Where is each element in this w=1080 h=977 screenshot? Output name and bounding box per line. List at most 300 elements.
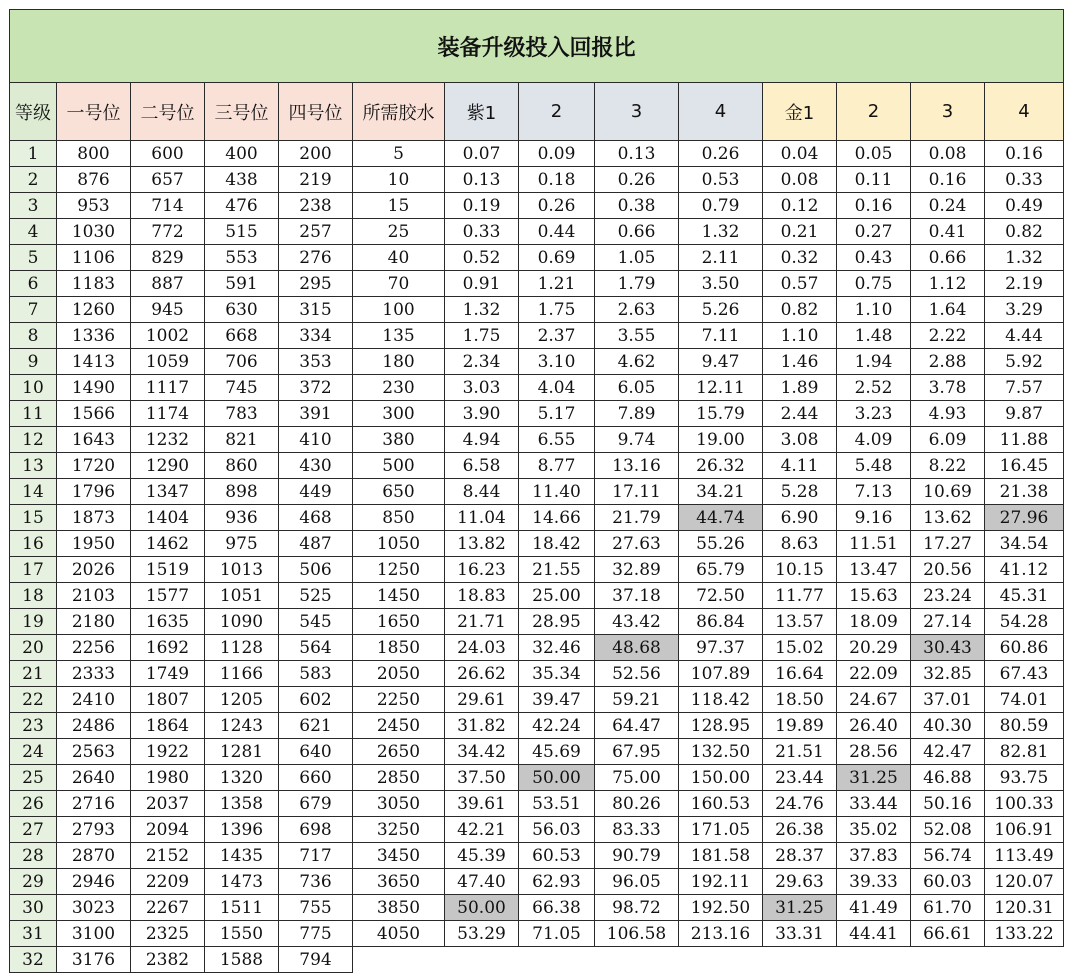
cell-gold-1[interactable]: 8.63 [763, 531, 837, 557]
cell-position-2[interactable]: 1692 [131, 635, 205, 661]
cell-gold-2[interactable]: 22.09 [837, 661, 911, 687]
cell-purple-1[interactable]: 1.75 [445, 323, 519, 349]
cell-purple-2[interactable]: 0.69 [519, 245, 595, 271]
cell-position-3[interactable]: 975 [205, 531, 279, 557]
cell-glue-required[interactable]: 1450 [353, 583, 445, 609]
cell-gold-4[interactable]: 74.01 [985, 687, 1064, 713]
cell-purple-3[interactable]: 75.00 [595, 765, 679, 791]
cell-level[interactable]: 25 [10, 765, 57, 791]
cell-purple-1[interactable]: 50.00 [445, 895, 519, 921]
cell-glue-required[interactable]: 2850 [353, 765, 445, 791]
cell-gold-3[interactable]: 20.56 [911, 557, 985, 583]
cell-gold-3[interactable]: 50.16 [911, 791, 985, 817]
cell-purple-3[interactable]: 9.74 [595, 427, 679, 453]
cell-position-4[interactable]: 736 [279, 869, 353, 895]
cell-level[interactable]: 32 [10, 947, 57, 973]
cell-gold-2[interactable]: 13.47 [837, 557, 911, 583]
cell-gold-2[interactable]: 1.48 [837, 323, 911, 349]
cell-purple-1[interactable]: 21.71 [445, 609, 519, 635]
header-gold-2[interactable]: 2 [837, 83, 911, 141]
cell-glue-required[interactable]: 1850 [353, 635, 445, 661]
cell-gold-1[interactable]: 6.90 [763, 505, 837, 531]
cell-position-1[interactable]: 1336 [57, 323, 131, 349]
cell-position-2[interactable]: 600 [131, 141, 205, 167]
cell-purple-4[interactable]: 7.11 [679, 323, 763, 349]
cell-level[interactable]: 12 [10, 427, 57, 453]
cell-glue-required[interactable]: 2650 [353, 739, 445, 765]
cell-position-4[interactable]: 794 [279, 947, 353, 973]
cell-gold-3[interactable]: 1.12 [911, 271, 985, 297]
cell-gold-4[interactable]: 5.92 [985, 349, 1064, 375]
cell-purple-3[interactable]: 17.11 [595, 479, 679, 505]
cell-level[interactable]: 1 [10, 141, 57, 167]
cell-purple-3[interactable]: 52.56 [595, 661, 679, 687]
cell-position-2[interactable]: 1462 [131, 531, 205, 557]
cell-gold-1[interactable]: 11.77 [763, 583, 837, 609]
cell-purple-4[interactable]: 0.53 [679, 167, 763, 193]
cell-gold-2[interactable]: 0.75 [837, 271, 911, 297]
cell-gold-2[interactable]: 7.13 [837, 479, 911, 505]
cell-glue-required[interactable]: 230 [353, 375, 445, 401]
cell-position-3[interactable]: 745 [205, 375, 279, 401]
cell-purple-1[interactable]: 34.42 [445, 739, 519, 765]
cell-position-3[interactable]: 1090 [205, 609, 279, 635]
cell-purple-2[interactable] [519, 947, 595, 973]
cell-position-4[interactable]: 525 [279, 583, 353, 609]
cell-position-2[interactable]: 1347 [131, 479, 205, 505]
cell-position-4[interactable]: 545 [279, 609, 353, 635]
cell-level[interactable]: 8 [10, 323, 57, 349]
cell-gold-4[interactable]: 80.59 [985, 713, 1064, 739]
cell-purple-3[interactable]: 27.63 [595, 531, 679, 557]
cell-level[interactable]: 18 [10, 583, 57, 609]
cell-purple-1[interactable]: 0.19 [445, 193, 519, 219]
cell-position-4[interactable]: 391 [279, 401, 353, 427]
cell-position-4[interactable]: 238 [279, 193, 353, 219]
cell-glue-required[interactable] [353, 947, 445, 973]
cell-level[interactable]: 16 [10, 531, 57, 557]
cell-gold-2[interactable]: 31.25 [837, 765, 911, 791]
cell-position-1[interactable]: 2640 [57, 765, 131, 791]
cell-position-1[interactable]: 2946 [57, 869, 131, 895]
cell-position-3[interactable]: 1128 [205, 635, 279, 661]
cell-purple-4[interactable]: 97.37 [679, 635, 763, 661]
cell-level[interactable]: 23 [10, 713, 57, 739]
cell-purple-4[interactable]: 5.26 [679, 297, 763, 323]
cell-purple-3[interactable]: 43.42 [595, 609, 679, 635]
cell-gold-2[interactable] [837, 947, 911, 973]
cell-level[interactable]: 2 [10, 167, 57, 193]
cell-purple-2[interactable]: 71.05 [519, 921, 595, 947]
cell-position-2[interactable]: 2094 [131, 817, 205, 843]
cell-gold-2[interactable]: 5.48 [837, 453, 911, 479]
cell-purple-2[interactable]: 6.55 [519, 427, 595, 453]
cell-level[interactable]: 4 [10, 219, 57, 245]
cell-gold-3[interactable]: 61.70 [911, 895, 985, 921]
cell-purple-1[interactable]: 24.03 [445, 635, 519, 661]
cell-gold-4[interactable]: 93.75 [985, 765, 1064, 791]
cell-gold-3[interactable]: 13.62 [911, 505, 985, 531]
cell-position-4[interactable]: 219 [279, 167, 353, 193]
cell-purple-4[interactable]: 192.11 [679, 869, 763, 895]
cell-purple-3[interactable]: 0.66 [595, 219, 679, 245]
cell-level[interactable]: 11 [10, 401, 57, 427]
cell-purple-3[interactable]: 90.79 [595, 843, 679, 869]
cell-purple-4[interactable]: 0.26 [679, 141, 763, 167]
cell-glue-required[interactable]: 3450 [353, 843, 445, 869]
cell-glue-required[interactable]: 5 [353, 141, 445, 167]
cell-position-4[interactable]: 506 [279, 557, 353, 583]
header-glue-required[interactable]: 所需胶水 [353, 83, 445, 141]
table-title[interactable]: 装备升级投入回报比 [10, 10, 1064, 83]
cell-position-2[interactable]: 1174 [131, 401, 205, 427]
cell-gold-4[interactable]: 41.12 [985, 557, 1064, 583]
cell-purple-2[interactable]: 60.53 [519, 843, 595, 869]
cell-purple-1[interactable]: 3.03 [445, 375, 519, 401]
cell-gold-3[interactable]: 8.22 [911, 453, 985, 479]
cell-gold-4[interactable]: 67.43 [985, 661, 1064, 687]
cell-level[interactable]: 7 [10, 297, 57, 323]
cell-gold-1[interactable]: 26.38 [763, 817, 837, 843]
cell-purple-3[interactable]: 0.38 [595, 193, 679, 219]
cell-gold-2[interactable]: 0.43 [837, 245, 911, 271]
cell-position-2[interactable]: 1232 [131, 427, 205, 453]
cell-position-1[interactable]: 1796 [57, 479, 131, 505]
cell-purple-4[interactable]: 15.79 [679, 401, 763, 427]
cell-position-1[interactable]: 1030 [57, 219, 131, 245]
cell-gold-2[interactable]: 20.29 [837, 635, 911, 661]
cell-position-4[interactable]: 334 [279, 323, 353, 349]
cell-gold-4[interactable]: 0.82 [985, 219, 1064, 245]
cell-position-3[interactable]: 553 [205, 245, 279, 271]
cell-purple-1[interactable]: 11.04 [445, 505, 519, 531]
cell-gold-1[interactable]: 0.32 [763, 245, 837, 271]
cell-purple-2[interactable]: 18.42 [519, 531, 595, 557]
cell-position-4[interactable]: 449 [279, 479, 353, 505]
cell-position-2[interactable]: 1864 [131, 713, 205, 739]
cell-position-2[interactable]: 2325 [131, 921, 205, 947]
cell-gold-3[interactable]: 0.66 [911, 245, 985, 271]
cell-level[interactable]: 19 [10, 609, 57, 635]
cell-gold-1[interactable]: 28.37 [763, 843, 837, 869]
cell-purple-1[interactable]: 2.34 [445, 349, 519, 375]
cell-level[interactable]: 30 [10, 895, 57, 921]
cell-gold-1[interactable]: 0.21 [763, 219, 837, 245]
cell-position-1[interactable]: 953 [57, 193, 131, 219]
cell-position-4[interactable]: 430 [279, 453, 353, 479]
cell-purple-3[interactable]: 32.89 [595, 557, 679, 583]
cell-gold-3[interactable]: 40.30 [911, 713, 985, 739]
cell-level[interactable]: 21 [10, 661, 57, 687]
cell-gold-1[interactable]: 0.12 [763, 193, 837, 219]
header-gold-1[interactable]: 金1 [763, 83, 837, 141]
cell-gold-2[interactable]: 3.23 [837, 401, 911, 427]
cell-position-2[interactable]: 2267 [131, 895, 205, 921]
cell-purple-2[interactable]: 11.40 [519, 479, 595, 505]
cell-position-3[interactable]: 1320 [205, 765, 279, 791]
cell-position-4[interactable]: 564 [279, 635, 353, 661]
cell-gold-2[interactable]: 41.49 [837, 895, 911, 921]
cell-purple-2[interactable]: 21.55 [519, 557, 595, 583]
cell-position-3[interactable]: 783 [205, 401, 279, 427]
cell-glue-required[interactable]: 2250 [353, 687, 445, 713]
cell-level[interactable]: 14 [10, 479, 57, 505]
cell-gold-3[interactable]: 27.14 [911, 609, 985, 635]
cell-position-1[interactable]: 1490 [57, 375, 131, 401]
cell-position-3[interactable]: 476 [205, 193, 279, 219]
cell-glue-required[interactable]: 3850 [353, 895, 445, 921]
cell-position-4[interactable]: 410 [279, 427, 353, 453]
cell-position-4[interactable]: 468 [279, 505, 353, 531]
cell-glue-required[interactable]: 135 [353, 323, 445, 349]
cell-gold-1[interactable]: 0.08 [763, 167, 837, 193]
cell-gold-1[interactable]: 3.08 [763, 427, 837, 453]
cell-purple-1[interactable]: 42.21 [445, 817, 519, 843]
cell-position-4[interactable]: 353 [279, 349, 353, 375]
header-position-2[interactable]: 二号位 [131, 83, 205, 141]
cell-purple-1[interactable]: 1.32 [445, 297, 519, 323]
cell-purple-1[interactable]: 39.61 [445, 791, 519, 817]
cell-purple-2[interactable]: 0.44 [519, 219, 595, 245]
cell-purple-3[interactable]: 21.79 [595, 505, 679, 531]
cell-gold-3[interactable]: 4.93 [911, 401, 985, 427]
cell-position-2[interactable]: 714 [131, 193, 205, 219]
cell-purple-4[interactable]: 9.47 [679, 349, 763, 375]
cell-gold-4[interactable]: 120.31 [985, 895, 1064, 921]
cell-purple-1[interactable]: 16.23 [445, 557, 519, 583]
cell-position-1[interactable]: 2870 [57, 843, 131, 869]
cell-position-3[interactable]: 591 [205, 271, 279, 297]
cell-position-3[interactable]: 1435 [205, 843, 279, 869]
cell-gold-1[interactable]: 29.63 [763, 869, 837, 895]
cell-purple-3[interactable]: 37.18 [595, 583, 679, 609]
cell-purple-2[interactable]: 1.75 [519, 297, 595, 323]
cell-gold-3[interactable]: 3.78 [911, 375, 985, 401]
cell-position-3[interactable]: 706 [205, 349, 279, 375]
cell-position-3[interactable]: 1243 [205, 713, 279, 739]
cell-glue-required[interactable]: 1250 [353, 557, 445, 583]
cell-gold-1[interactable]: 10.15 [763, 557, 837, 583]
cell-gold-1[interactable]: 0.04 [763, 141, 837, 167]
cell-purple-2[interactable]: 5.17 [519, 401, 595, 427]
cell-purple-4[interactable]: 181.58 [679, 843, 763, 869]
cell-purple-3[interactable]: 6.05 [595, 375, 679, 401]
cell-position-2[interactable]: 1807 [131, 687, 205, 713]
cell-gold-4[interactable]: 133.22 [985, 921, 1064, 947]
cell-position-1[interactable]: 1183 [57, 271, 131, 297]
cell-purple-2[interactable]: 62.93 [519, 869, 595, 895]
cell-position-3[interactable]: 1166 [205, 661, 279, 687]
cell-gold-2[interactable]: 15.63 [837, 583, 911, 609]
cell-position-4[interactable]: 257 [279, 219, 353, 245]
cell-gold-2[interactable]: 0.11 [837, 167, 911, 193]
cell-purple-3[interactable]: 0.13 [595, 141, 679, 167]
cell-purple-2[interactable]: 35.34 [519, 661, 595, 687]
cell-gold-1[interactable]: 15.02 [763, 635, 837, 661]
cell-purple-1[interactable]: 13.82 [445, 531, 519, 557]
cell-position-3[interactable]: 1051 [205, 583, 279, 609]
cell-purple-1[interactable]: 53.29 [445, 921, 519, 947]
cell-glue-required[interactable]: 70 [353, 271, 445, 297]
cell-gold-2[interactable]: 44.41 [837, 921, 911, 947]
cell-gold-4[interactable]: 16.45 [985, 453, 1064, 479]
cell-gold-4[interactable] [985, 947, 1064, 973]
cell-gold-4[interactable]: 82.81 [985, 739, 1064, 765]
cell-position-3[interactable]: 1013 [205, 557, 279, 583]
cell-purple-1[interactable]: 37.50 [445, 765, 519, 791]
cell-gold-4[interactable]: 2.19 [985, 271, 1064, 297]
cell-position-3[interactable]: 668 [205, 323, 279, 349]
cell-position-2[interactable]: 1002 [131, 323, 205, 349]
cell-level[interactable]: 13 [10, 453, 57, 479]
cell-glue-required[interactable]: 850 [353, 505, 445, 531]
cell-gold-3[interactable]: 17.27 [911, 531, 985, 557]
cell-position-3[interactable]: 438 [205, 167, 279, 193]
cell-gold-3[interactable] [911, 947, 985, 973]
cell-position-2[interactable]: 1290 [131, 453, 205, 479]
cell-gold-4[interactable]: 120.07 [985, 869, 1064, 895]
cell-glue-required[interactable]: 4050 [353, 921, 445, 947]
cell-position-3[interactable]: 898 [205, 479, 279, 505]
cell-glue-required[interactable]: 40 [353, 245, 445, 271]
cell-level[interactable]: 27 [10, 817, 57, 843]
cell-glue-required[interactable]: 15 [353, 193, 445, 219]
cell-purple-2[interactable]: 0.18 [519, 167, 595, 193]
cell-purple-4[interactable]: 1.32 [679, 219, 763, 245]
cell-level[interactable]: 22 [10, 687, 57, 713]
cell-gold-3[interactable]: 23.24 [911, 583, 985, 609]
cell-position-1[interactable]: 2256 [57, 635, 131, 661]
cell-gold-3[interactable]: 56.74 [911, 843, 985, 869]
cell-purple-4[interactable]: 213.16 [679, 921, 763, 947]
cell-purple-2[interactable]: 53.51 [519, 791, 595, 817]
cell-purple-2[interactable]: 25.00 [519, 583, 595, 609]
cell-gold-1[interactable] [763, 947, 837, 973]
cell-gold-4[interactable]: 106.91 [985, 817, 1064, 843]
cell-gold-1[interactable]: 4.11 [763, 453, 837, 479]
cell-gold-2[interactable]: 35.02 [837, 817, 911, 843]
cell-glue-required[interactable]: 25 [353, 219, 445, 245]
cell-purple-2[interactable]: 4.04 [519, 375, 595, 401]
cell-position-1[interactable]: 1566 [57, 401, 131, 427]
cell-purple-4[interactable]: 150.00 [679, 765, 763, 791]
cell-position-2[interactable]: 2209 [131, 869, 205, 895]
cell-position-4[interactable]: 660 [279, 765, 353, 791]
cell-purple-4[interactable]: 86.84 [679, 609, 763, 635]
cell-purple-3[interactable]: 13.16 [595, 453, 679, 479]
cell-position-1[interactable]: 2026 [57, 557, 131, 583]
cell-purple-1[interactable]: 26.62 [445, 661, 519, 687]
cell-gold-3[interactable]: 2.22 [911, 323, 985, 349]
cell-purple-2[interactable]: 39.47 [519, 687, 595, 713]
cell-purple-2[interactable]: 1.21 [519, 271, 595, 297]
cell-position-4[interactable]: 679 [279, 791, 353, 817]
cell-purple-2[interactable]: 45.69 [519, 739, 595, 765]
cell-position-1[interactable]: 1950 [57, 531, 131, 557]
cell-gold-3[interactable]: 32.85 [911, 661, 985, 687]
cell-purple-4[interactable]: 26.32 [679, 453, 763, 479]
cell-gold-1[interactable]: 13.57 [763, 609, 837, 635]
cell-purple-3[interactable]: 7.89 [595, 401, 679, 427]
cell-position-3[interactable]: 1396 [205, 817, 279, 843]
cell-gold-2[interactable]: 1.94 [837, 349, 911, 375]
cell-position-1[interactable]: 3176 [57, 947, 131, 973]
cell-position-3[interactable]: 936 [205, 505, 279, 531]
cell-gold-2[interactable]: 9.16 [837, 505, 911, 531]
header-gold-4[interactable]: 4 [985, 83, 1064, 141]
cell-purple-2[interactable]: 2.37 [519, 323, 595, 349]
cell-gold-2[interactable]: 0.16 [837, 193, 911, 219]
cell-position-3[interactable]: 1550 [205, 921, 279, 947]
cell-gold-4[interactable]: 0.49 [985, 193, 1064, 219]
cell-position-2[interactable]: 829 [131, 245, 205, 271]
header-gold-3[interactable]: 3 [911, 83, 985, 141]
cell-purple-2[interactable]: 32.46 [519, 635, 595, 661]
cell-purple-1[interactable]: 45.39 [445, 843, 519, 869]
cell-purple-1[interactable]: 4.94 [445, 427, 519, 453]
cell-gold-3[interactable]: 1.64 [911, 297, 985, 323]
cell-position-3[interactable]: 1588 [205, 947, 279, 973]
cell-position-1[interactable]: 1720 [57, 453, 131, 479]
cell-purple-1[interactable]: 8.44 [445, 479, 519, 505]
cell-position-4[interactable]: 755 [279, 895, 353, 921]
cell-gold-4[interactable]: 0.16 [985, 141, 1064, 167]
cell-position-1[interactable]: 2410 [57, 687, 131, 713]
cell-position-2[interactable]: 2037 [131, 791, 205, 817]
cell-position-2[interactable]: 945 [131, 297, 205, 323]
cell-gold-3[interactable]: 60.03 [911, 869, 985, 895]
cell-gold-4[interactable]: 54.28 [985, 609, 1064, 635]
cell-position-2[interactable]: 1577 [131, 583, 205, 609]
cell-purple-3[interactable]: 83.33 [595, 817, 679, 843]
cell-position-4[interactable]: 487 [279, 531, 353, 557]
cell-purple-4[interactable]: 192.50 [679, 895, 763, 921]
cell-gold-3[interactable]: 6.09 [911, 427, 985, 453]
cell-gold-4[interactable]: 27.96 [985, 505, 1064, 531]
header-purple-2[interactable]: 2 [519, 83, 595, 141]
cell-gold-3[interactable]: 30.43 [911, 635, 985, 661]
cell-purple-1[interactable]: 31.82 [445, 713, 519, 739]
header-purple-3[interactable]: 3 [595, 83, 679, 141]
cell-purple-4[interactable]: 44.74 [679, 505, 763, 531]
cell-position-2[interactable]: 1922 [131, 739, 205, 765]
cell-purple-1[interactable]: 0.33 [445, 219, 519, 245]
cell-position-3[interactable]: 1473 [205, 869, 279, 895]
cell-gold-1[interactable]: 21.51 [763, 739, 837, 765]
cell-gold-1[interactable]: 1.10 [763, 323, 837, 349]
cell-purple-2[interactable]: 3.10 [519, 349, 595, 375]
cell-purple-4[interactable]: 107.89 [679, 661, 763, 687]
cell-gold-1[interactable]: 23.44 [763, 765, 837, 791]
cell-gold-3[interactable]: 10.69 [911, 479, 985, 505]
cell-position-2[interactable]: 887 [131, 271, 205, 297]
cell-glue-required[interactable]: 380 [353, 427, 445, 453]
cell-gold-2[interactable]: 18.09 [837, 609, 911, 635]
cell-level[interactable]: 26 [10, 791, 57, 817]
cell-gold-2[interactable]: 4.09 [837, 427, 911, 453]
cell-position-3[interactable]: 1511 [205, 895, 279, 921]
cell-glue-required[interactable]: 2050 [353, 661, 445, 687]
cell-purple-1[interactable]: 0.91 [445, 271, 519, 297]
cell-level[interactable]: 17 [10, 557, 57, 583]
cell-gold-2[interactable]: 0.27 [837, 219, 911, 245]
cell-gold-3[interactable]: 0.41 [911, 219, 985, 245]
cell-gold-1[interactable]: 31.25 [763, 895, 837, 921]
cell-gold-3[interactable]: 42.47 [911, 739, 985, 765]
cell-gold-4[interactable]: 34.54 [985, 531, 1064, 557]
cell-position-3[interactable]: 821 [205, 427, 279, 453]
cell-level[interactable]: 29 [10, 869, 57, 895]
